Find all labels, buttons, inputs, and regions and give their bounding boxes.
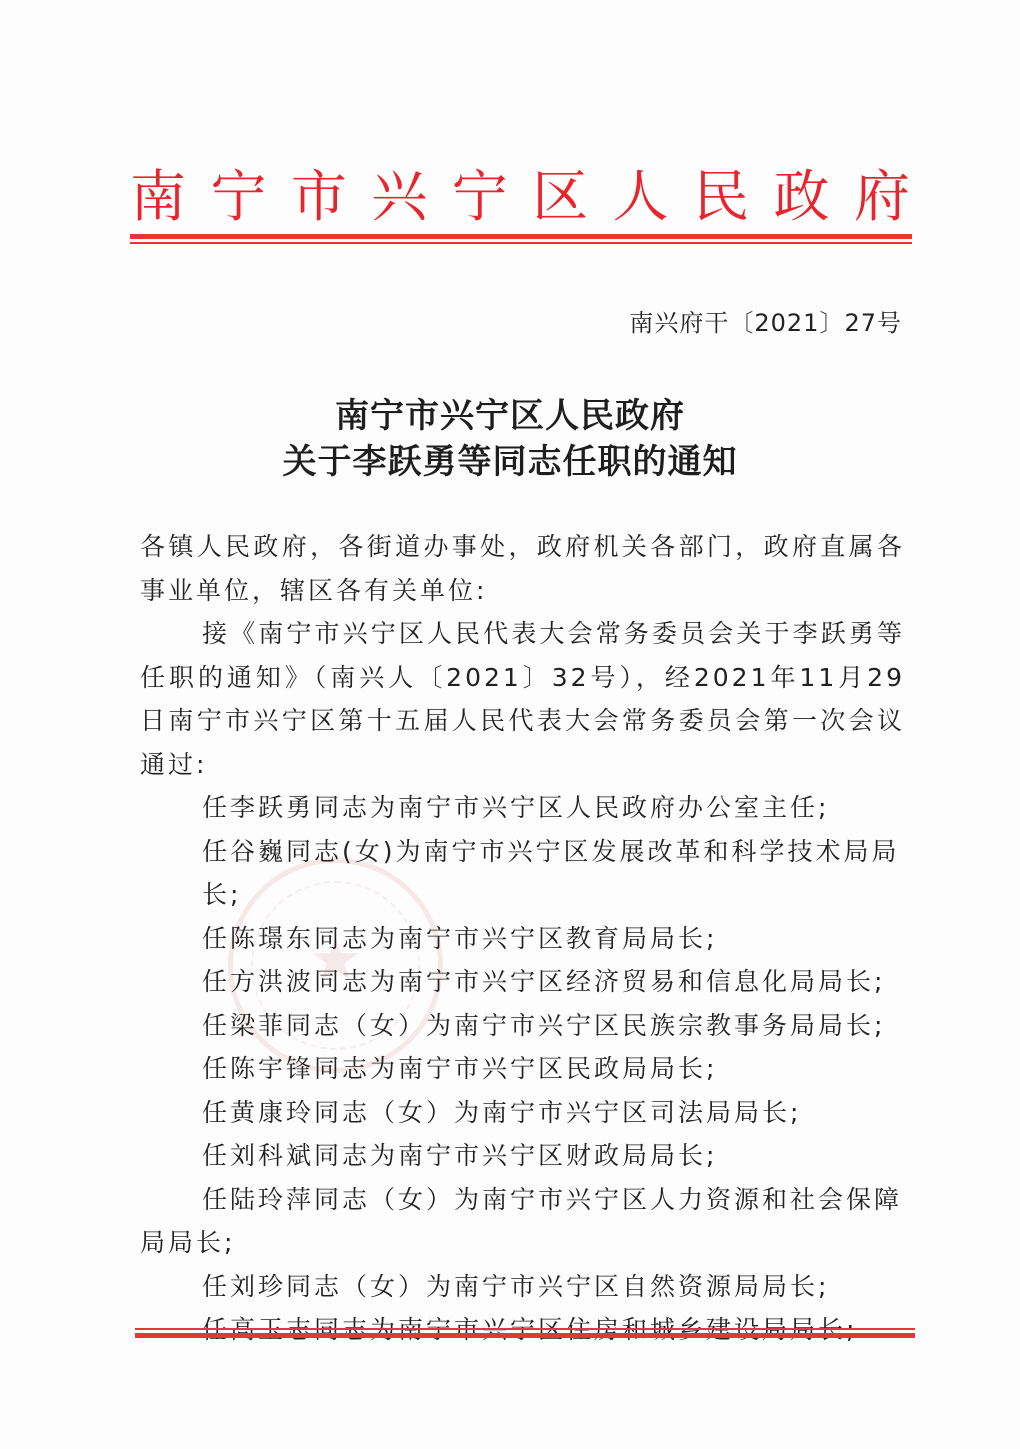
header-rule-thin (130, 242, 912, 244)
appointment-item: 任黄康玲同志（女）为南宁市兴宁区司法局局长; (202, 1097, 802, 1127)
masthead-char: 区 (532, 165, 589, 230)
masthead-char: 宁 (210, 165, 267, 230)
masthead (130, 158, 910, 238)
document-number: 南兴府干〔2021〕27号 (629, 309, 902, 337)
masthead-char: 南 (130, 165, 186, 230)
appointment-item: 任刘科斌同志为南宁市兴宁区财政局局长; (202, 1141, 718, 1170)
masthead-char: 民 (693, 165, 750, 230)
appointment-item: 任陆玲萍同志（女）为南宁市兴宁区人力资源和社会保障局局长; (140, 1184, 903, 1257)
appointment-item: 任梁菲同志（女）为南宁市兴宁区民族宗教事务局局长; (202, 1010, 886, 1040)
appointment-item: 任刘珍同志（女）为南宁市兴宁区自然资源局局长; (202, 1271, 830, 1301)
footer-rule-thin (135, 1328, 915, 1330)
appointment-item: 任谷巍同志(女)为南宁市兴宁区发展改革和科学技术局局长; (202, 836, 900, 909)
masthead-char: 府 (853, 165, 910, 230)
appointment-item: 任李跃勇同志为南宁市兴宁区人民政府办公室主任; (202, 793, 830, 822)
title-line-2: 关于李跃勇等同志任职的通知 (282, 442, 738, 482)
masthead-char: 宁 (451, 165, 508, 230)
title-line-1: 南宁市兴宁区人民政府 (335, 396, 685, 436)
masthead-char: 政 (773, 165, 830, 230)
intro-paragraph: 接《南宁市兴宁区人民代表大会常务委员会关于李跃勇等任职的通知》（南兴人〔2021〕32号），经2021年11月29日南宁市兴宁区第十五届人民代表大会常务委员会第一次会议通过: (140, 619, 905, 779)
appointment-item: 任方洪波同志为南宁市兴宁区经济贸易和信息化局局长; (202, 967, 886, 996)
document-body (140, 525, 905, 1352)
appointment-item: 任陈璟东同志为南宁市兴宁区教育局局长; (202, 923, 718, 953)
masthead-char: 市 (290, 165, 347, 230)
masthead-char: 人 (612, 165, 669, 230)
header-rule-thick (130, 234, 912, 239)
appointment-item: 任陈宇锋同志为南宁市兴宁区民政局局长; (202, 1054, 718, 1083)
footer-rule-thick (135, 1333, 915, 1338)
masthead-char: 兴 (371, 165, 428, 230)
addressees: 各镇人民政府，各街道办事处，政府机关各部门，政府直属各事业单位，辖区各有关单位: (140, 532, 905, 605)
